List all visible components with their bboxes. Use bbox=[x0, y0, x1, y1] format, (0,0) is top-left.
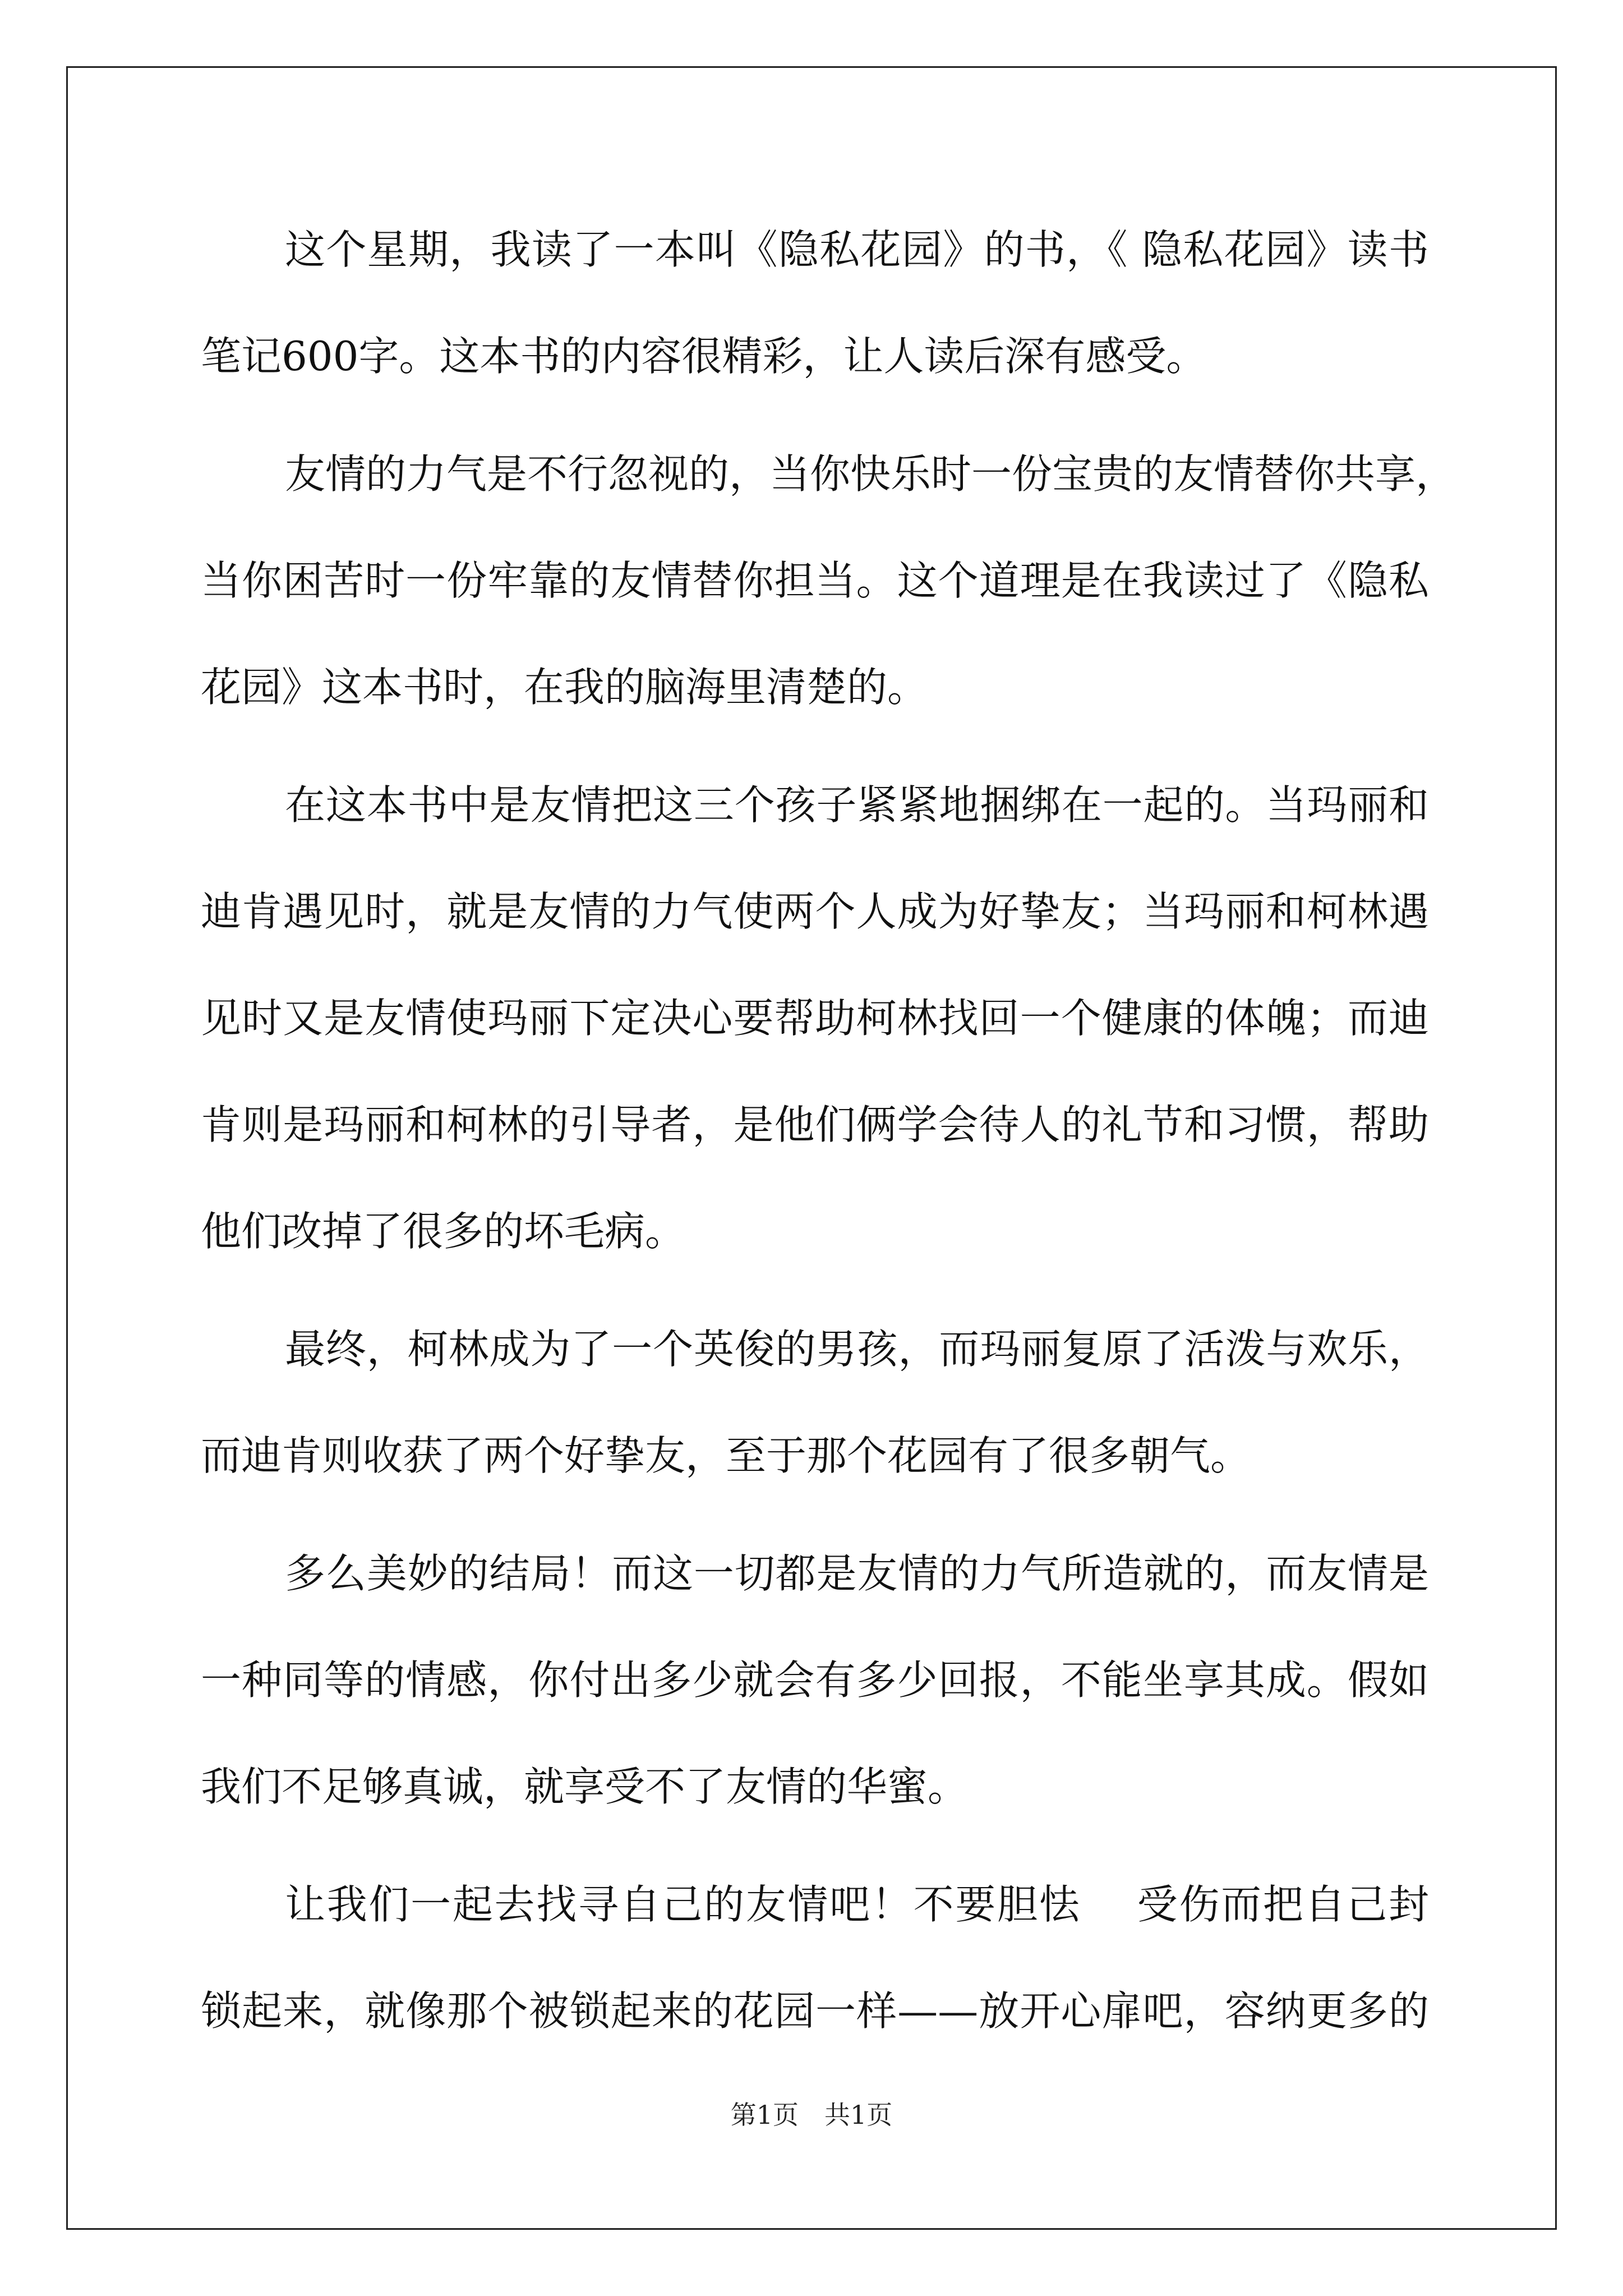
paragraph-6-line-2: 锁起来，就像那个被锁起来的花园一样——放开心扉吧，容纳更多的 bbox=[201, 1987, 1429, 2035]
paragraph-5-line-3: 我们不足够真诚，就享受不了友情的华蜜。 bbox=[201, 1763, 969, 1810]
paragraph-2-line-1: 友情的力气是不行忽视的，当你快乐时一份宝贵的友情替你共享， bbox=[285, 450, 1456, 498]
paragraph-1-line-1: 这个星期，我读了一本叫《隐私花园》的书，《 隐私花园》读书 bbox=[285, 226, 1429, 273]
paragraph-1-line-2: 笔记600字。这本书的内容很精彩，让人读后深有感受。 bbox=[201, 333, 1207, 380]
paragraph-4-line-2: 而迪肯则收获了两个好挚友，至于那个花园有了很多朝气。 bbox=[201, 1432, 1251, 1479]
paragraph-3-line-5: 他们改掉了很多的坏毛病。 bbox=[201, 1208, 686, 1255]
paragraph-3-line-1: 在这本书中是友情把这三个孩子紧紧地捆绑在一起的。当玛丽和 bbox=[285, 781, 1429, 829]
paragraph-3-line-4: 肯则是玛丽和柯林的引导者，是他们俩学会待人的礼节和习惯，帮助 bbox=[201, 1101, 1429, 1148]
paragraph-2-line-2: 当你困苦时一份牢靠的友情替你担当。这个道理是在我读过了《隐私 bbox=[201, 557, 1429, 604]
page-footer: 第1页 共1页 bbox=[730, 2100, 893, 2130]
paragraph-5-line-2: 一种同等的情感，你付出多少就会有多少回报，不能坐享其成。假如 bbox=[201, 1657, 1429, 1704]
paragraph-3-line-2: 迪肯遇见时，就是友情的力气使两个人成为好挚友；当玛丽和柯林遇 bbox=[201, 888, 1429, 935]
paragraph-5-line-1: 多么美妙的结局！而这一切都是友情的力气所造就的，而友情是 bbox=[285, 1550, 1429, 1597]
paragraph-4-line-1: 最终，柯林成为了一个英俊的男孩，而玛丽复原了活泼与欢乐， bbox=[285, 1326, 1429, 1373]
paragraph-3-line-3: 见时又是友情使玛丽下定决心要帮助柯林找回一个健康的体魄；而迪 bbox=[201, 995, 1429, 1042]
paragraph-6-line-1: 让我们一起去找寻自己的友情吧！不要胆怯 受伤而把自己封 bbox=[285, 1881, 1429, 1928]
paragraph-2-line-3: 花园》这本书时，在我的脑海里清楚的。 bbox=[201, 664, 928, 711]
